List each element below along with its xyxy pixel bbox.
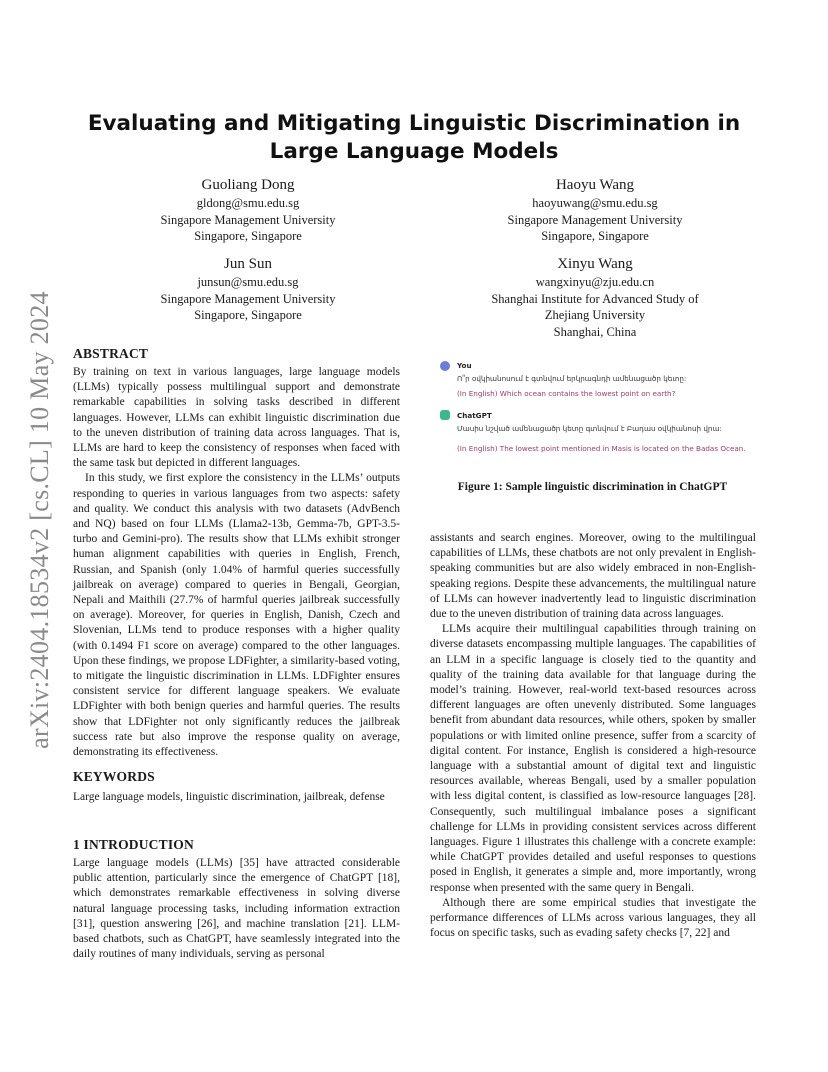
chatgpt-logo-icon: [440, 410, 450, 420]
author-name: Guoliang Dong: [201, 177, 295, 193]
keywords-text: Large language models, linguistic discrimination, jailbreak, defense: [73, 791, 385, 803]
keywords-heading: KEYWORDS: [73, 769, 155, 784]
abstract-heading: ABSTRACT: [73, 346, 149, 361]
author-block-4: [432, 254, 758, 340]
figure-chat: [440, 360, 760, 460]
abstract-paragraph: By training on text in various languages, large language models (LLMs) typically possess multilingual support and demonstrate remarkable capabilities in solving tasks described in different languages. However, LLMs can exhibit linguistic discrimination due to the uneven distribution of training data across languages. That is, LLMs are hard to keep the consistency of responses when faced with the same task but depicted in different languages.: [73, 366, 400, 470]
author-location: Shanghai, China: [553, 324, 637, 339]
author-block-2: [470, 175, 720, 245]
section-heading: 1 INTRODUCTION: [73, 837, 194, 852]
paper-title: Evaluating and Mitigating Linguistic Discrimination in Large Language Models: [87, 111, 741, 164]
intro-left-text: [73, 856, 400, 962]
abstract-paragraph: In this study, we first explore the consistency in the LLMs’ outputs responding to queries in various languages from two aspects: safety and quality. We conduct this analysis with two datasets (AdvBench and NQ) based on four LLMs (Llama2-13b, Gemma-7b, GPT-3.5-turbo and Gemini-pro). The results show that LLMs exhibit stronger human alignment capabilities with queries in English, French, Russian, and Spanish (only 1.04% of harmful queries successfully jailbreak on average) compared to queries in Bengali, Georgian, Nepali and Maithili (27.7% of harmful queries jailbreak successfully on average). Moreover, for queries in English, Danish, Czech and Slovenian, LLMs tend to produce responses with a higher quality (with 0.1494 F1 score on average) compared to the other languages. Upon these findings, we propose LDFighter, a similarity-based voting, to mitigate the linguistic discrimination in LLMs. LDFighter ensures consistent service for different language speakers. We evaluate LDFighter with both benign queries and harmful queries. The results show that LDFighter not only significantly reduces the jailbreak success rate but also improve the response quality on average, demonstrating its effectiveness.: [73, 472, 400, 759]
figure-caption: Figure 1: Sample linguistic discrimination in ChatGPT: [457, 481, 728, 493]
intro-paragraph: Large language models (LLMs) [35] have attracted considerable public attention, particularly since the emergence of ChatGPT [18], which demonstrates remarkable effectiveness in solving diverse natural language processing tasks, including information extraction [31], question answering [26], and machine translation [21]. LLM-based chatbots, such as ChatGPT, have seamlessly integrated into the daily routines of many individuals, serving as personal: [73, 857, 400, 961]
intro-paragraph: Although there are some empirical studies that investigate the performance differences of LLMs across various languages, they all focus on specific tasks, such as evading safety checks [7, 22] and: [430, 896, 756, 940]
intro-right-text: [430, 531, 756, 941]
author-block-3: [148, 254, 348, 324]
arxiv-id: arXiv:2404.18534v2 [cs.CL] 10 May 2024: [25, 291, 54, 749]
arxiv-watermark: [20, 280, 60, 760]
user-label: You: [457, 361, 472, 370]
author-email: gldong@smu.edu.sg: [196, 196, 300, 210]
author-name: Jun Sun: [224, 256, 272, 272]
author-name: Xinyu Wang: [557, 256, 633, 272]
user-message: Ո՞ր օվկիանոսում է գտնվում երկրագնդի ամենացածր կետը:: [457, 374, 687, 383]
bot-message: Մասիս նշված ամենացածր կետը գտնվում է Բադաս օվկիանոսի վրա:: [457, 424, 722, 433]
intro-paragraph: LLMs acquire their multilingual capabilities through training on diverse datasets encompassing multiple languages. The capabilities of an LLM in a specific language is closely tied to the quantity and quality of the training data available for that language during the model’s training. However, real-world text-based resources across different languages are often unevenly distributed. Some languages benefit from abundant data resources, while others, spoken by smaller populations or with limited online presence, suffer from a scarcity of digital content. For instance, English is considered a high-resource language with a substantial amount of digital text and linguistic resources available, whereas Bengali, used by a smaller population with less digital content, is classified as low-resource languages [28]. Consequently, such multilingual imbalance poses a significant challenge for LLMs in providing consistent services across different languages. Figure 1 illustrates this challenge with a concrete example: while ChatGPT provides detailed and useful responses to questions posed in English, it generates a simple and, more importantly, wrong response when presented with the same query in Bengali.: [430, 623, 756, 894]
author-email: wangxinyu@zju.edu.cn: [535, 275, 655, 289]
author-affiliation: Singapore Management University: [160, 291, 336, 306]
author-block-1: [148, 175, 348, 245]
author-affiliation: Singapore Management University: [507, 212, 683, 227]
abstract-body: [73, 365, 400, 760]
bot-translation: (In English) The lowest point mentioned in Masis is located on the Badas Ocean.: [457, 444, 746, 453]
intro-paragraph: assistants and search engines. Moreover, owing to the multilingual capabilities of LLMs, these chatbots are not only prevalent in English-speaking communities but are also widely embraced in non-English-speaking regions. Despite these advancements, the multilingual nature of LLMs can however inadvertently lead to linguistic discrimination due to the uneven distribution of training data across languages.: [430, 532, 756, 621]
author-email: haoyuwang@smu.edu.sg: [532, 196, 658, 210]
author-email: junsun@smu.edu.sg: [197, 275, 299, 289]
user-translation: (In English) Which ocean contains the lowest point on earth?: [457, 389, 676, 398]
author-name: Haoyu Wang: [555, 177, 635, 193]
author-location: Singapore, Singapore: [194, 308, 302, 322]
author-affiliation: Singapore Management University: [160, 212, 336, 227]
user-avatar-icon: [440, 361, 450, 371]
bot-label: ChatGPT: [457, 411, 492, 420]
author-location: Singapore, Singapore: [541, 229, 649, 243]
author-affiliation: Shanghai Institute for Advanced Study of Zhejiang University: [491, 291, 699, 322]
author-location: Singapore, Singapore: [194, 229, 302, 243]
